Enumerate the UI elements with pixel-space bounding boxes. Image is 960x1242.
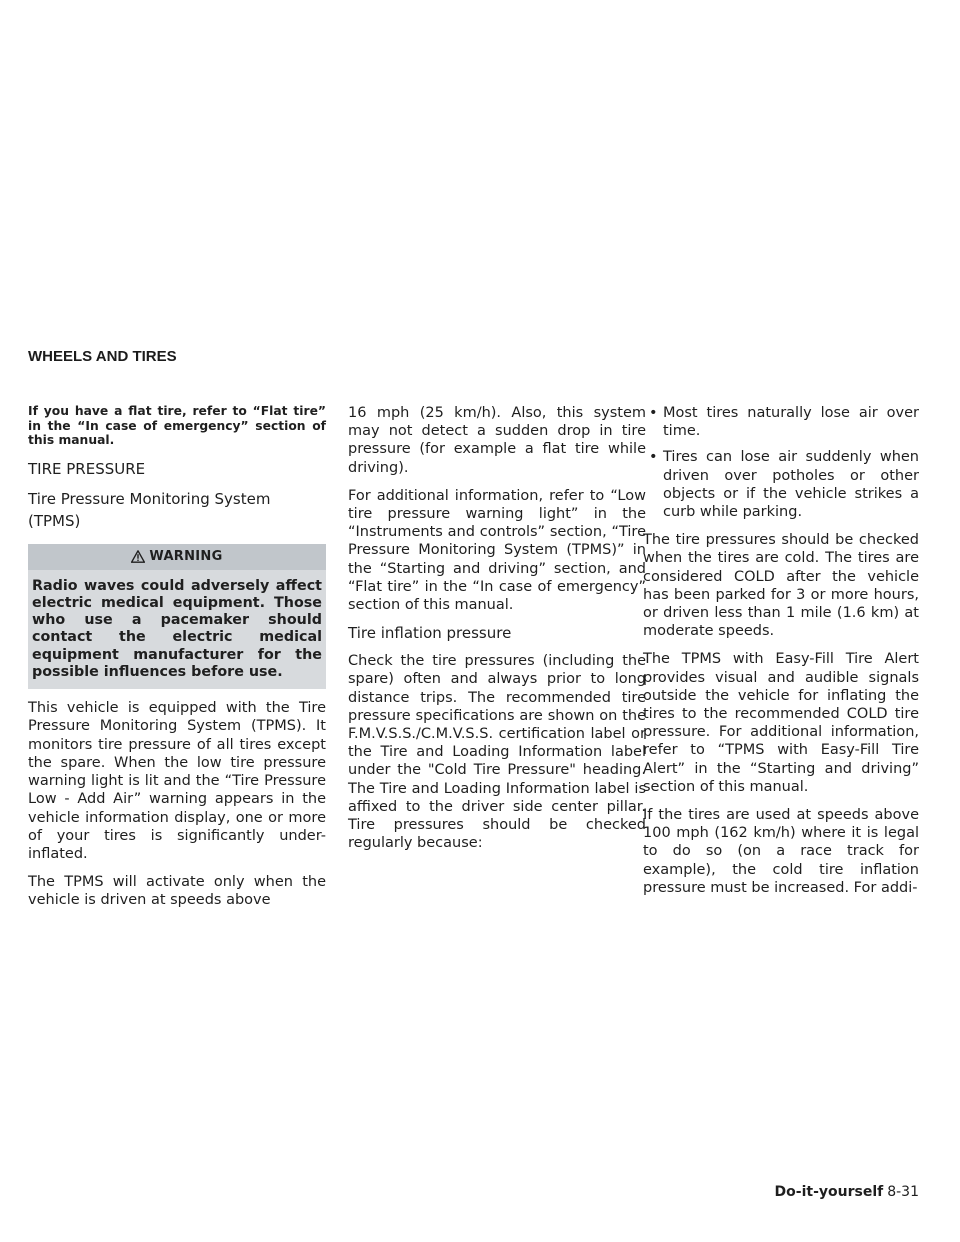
paragraph: 16 mph (25 km/h). Also, this system may not detect a sudden drop in tire pressure (for example a flat tire while driving).: [348, 405, 646, 476]
warning-text: Radio waves could adversely affect electric medical equipment. Those who use a pacemaker should contact the electric medical equipment manufacturer for the possible influences before use.: [32, 577, 322, 680]
bullet-icon: •: [649, 405, 658, 421]
list-item-text: Tires can lose air suddenly when driven over potholes or other objects or if the vehicle strikes a curb while parking.: [663, 449, 919, 521]
paragraph: Check the tire pressures (including the spare) often and always prior to long distance trips. The recommended tire pressure specifications are shown on the F.M.V.S.S./C.M.V.S.S. certification label or the Tire and Loading Information label under the "Cold Tire Pressure" heading. The Tire and Loading Information label is affixed to the driver side center pillar. Tire pressures should be checked regularly because:: [348, 653, 646, 852]
list-item: [643, 404, 919, 440]
column-1: [28, 404, 326, 920]
column-3: [643, 404, 919, 907]
bullet-list: [643, 404, 919, 521]
tpms-heading: Tire Pressure Monitoring System (TPMS): [28, 489, 271, 530]
column-2: [348, 404, 646, 862]
bullet-icon: •: [649, 449, 658, 466]
paragraph: The TPMS with Easy-Fill Tire Alert provides visual and audible signals outside the vehicle for inflating the tires to the recommended COLD tire pressure. For additional information, refer to “TPMS with Easy-Fill Tire Alert” in the “Starting and driving” section of this manual.: [643, 651, 919, 795]
warning-box: [28, 544, 326, 690]
warning-header: [28, 544, 326, 570]
page-number: 8-31: [887, 1184, 919, 1200]
list-item: [643, 448, 919, 521]
footer-section: Do-it-yourself: [774, 1184, 884, 1200]
flat-tire-note: If you have a flat tire, refer to “Flat tire” in the “In case of emergency” section of this manual.: [28, 404, 326, 447]
section-title: WHEELS AND TIRES: [28, 348, 177, 365]
paragraph: The tire pressures should be checked when the tires are cold. The tires are considered COLD after the vehicle has been parked for 3 or more hours, or driven less than 1 mile (1.6 km) at moderate speeds.: [643, 532, 919, 640]
warning-label: WARNING: [149, 549, 223, 564]
inflation-pressure-heading: Tire inflation pressure: [348, 624, 512, 643]
paragraph: The TPMS will activate only when the vehicle is driven at speeds above: [28, 874, 326, 909]
warning-triangle-icon: [131, 550, 145, 563]
page-footer: [775, 1184, 919, 1200]
tire-pressure-heading: TIRE PRESSURE: [28, 459, 146, 478]
paragraph: This vehicle is equipped with the Tire Pressure Monitoring System (TPMS). It monitors tire pressure of all tires except the spare. When the low tire pressure warning light is lit and the “Tire Pressure Low - Add Air” warning appears in the vehicle information display, one or more of your tires is significantly under-inflated.: [28, 700, 326, 862]
list-item-text: Most tires naturally lose air over time.: [663, 405, 919, 440]
paragraph: If the tires are used at speeds above 100 mph (162 km/h) where it is legal to do so (on a race track for example), the cold tire inflation pressure must be increased. For addi-: [643, 807, 919, 896]
paragraph: For additional information, refer to “Low tire pressure warning light” in the “Instruments and controls” section, “Tire Pressure Monitoring System (TPMS)” in the “Starting and driving” section, and “Flat tire” in the “In case of emergency” section of this manual.: [348, 487, 646, 614]
